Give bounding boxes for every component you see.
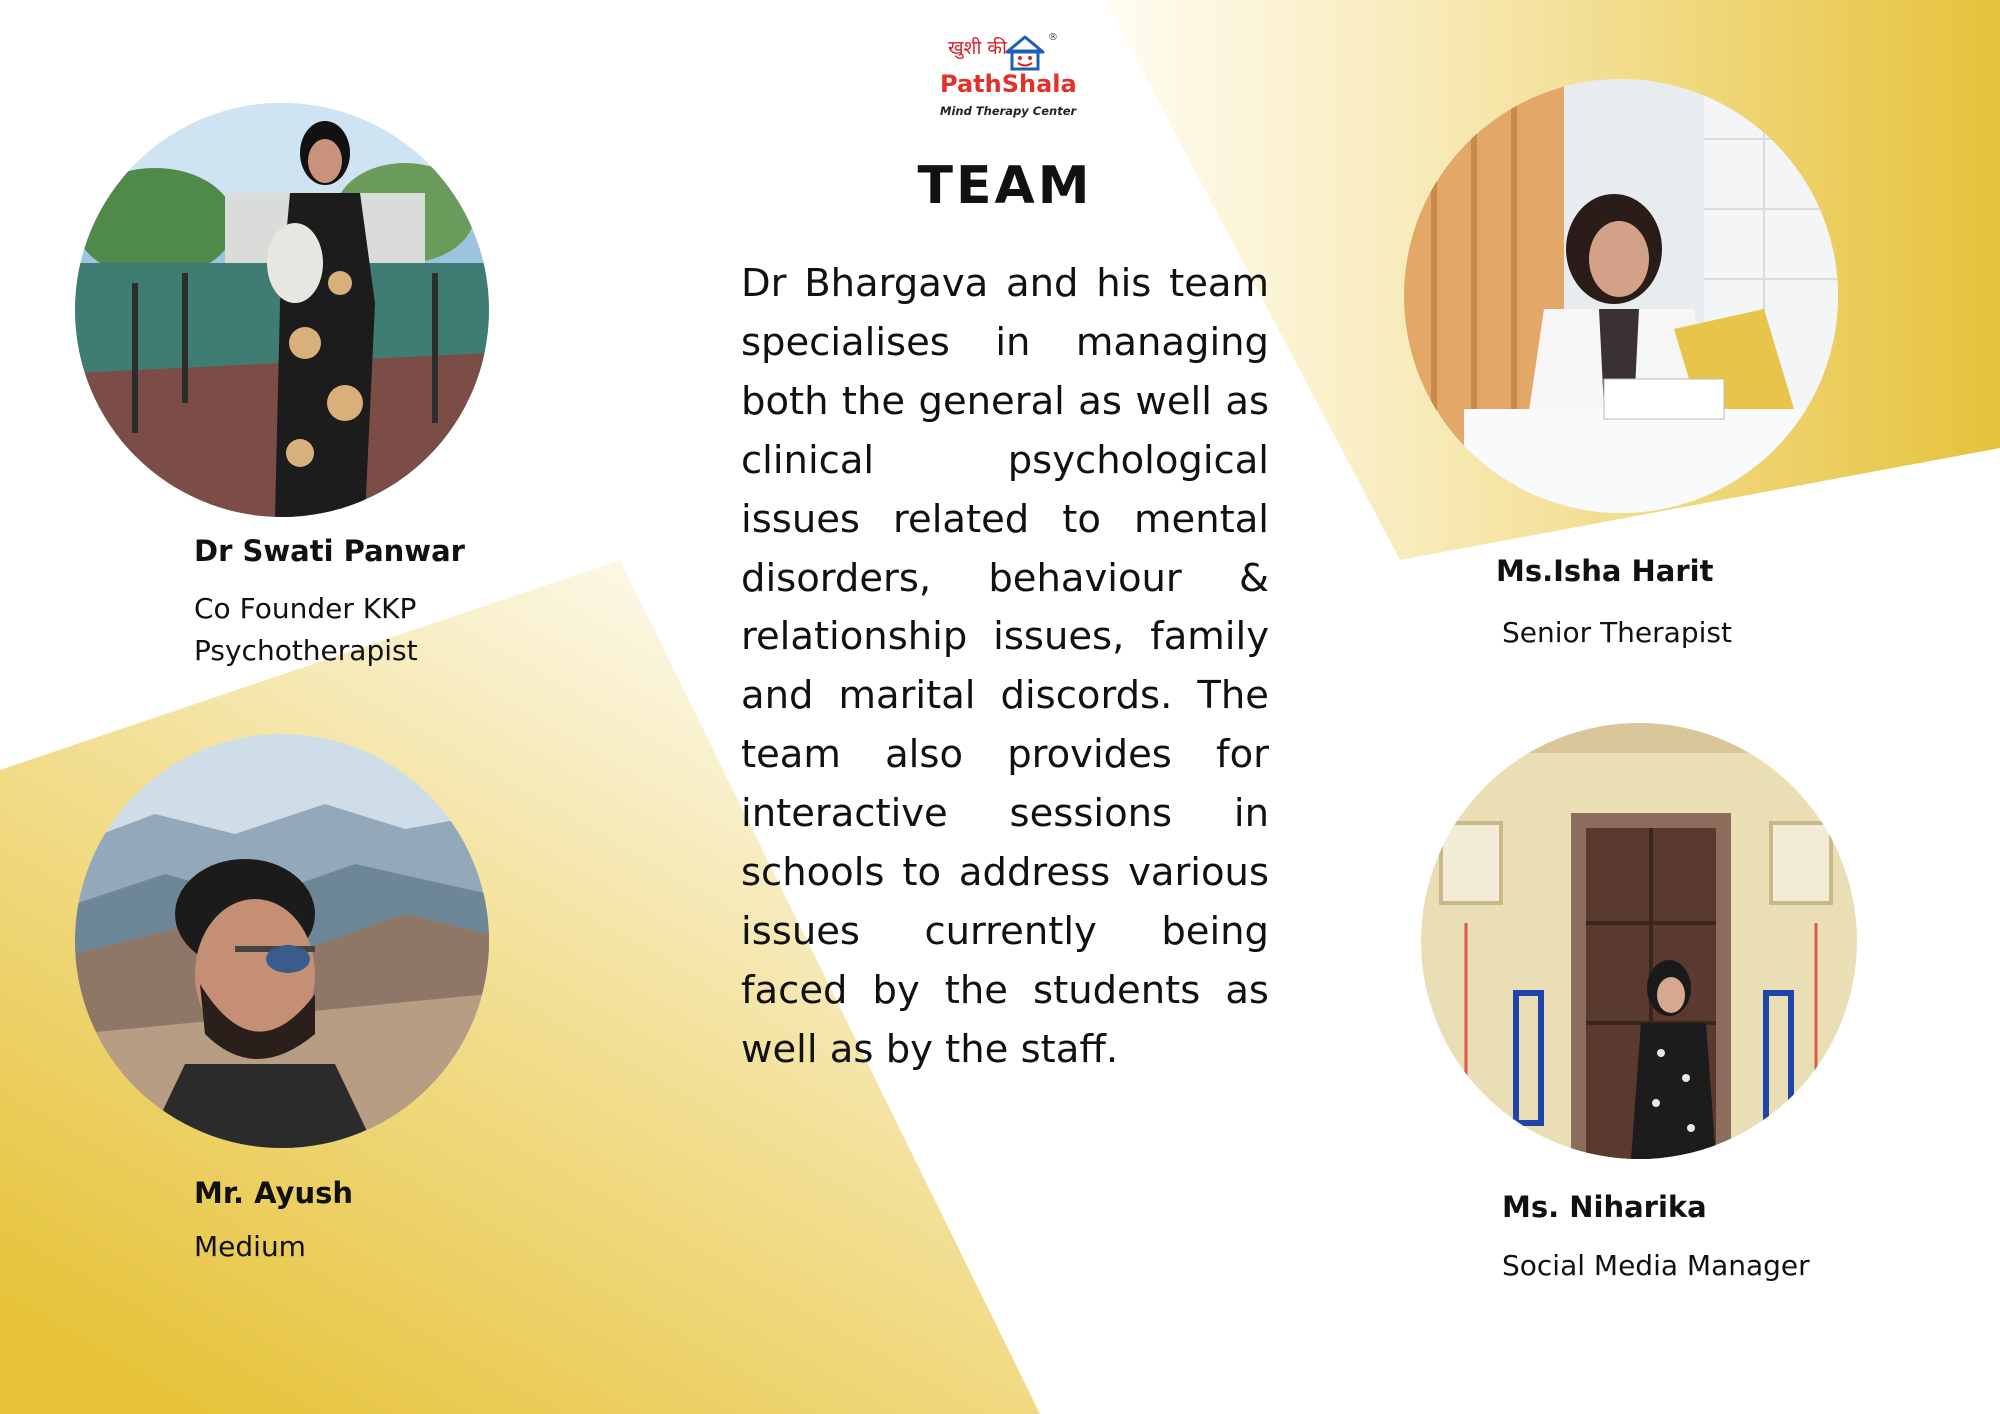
member-name-niharika: Ms. Niharika — [1502, 1190, 1707, 1224]
member-role-isha: Senior Therapist — [1502, 616, 1732, 649]
pathshala-logo — [930, 30, 1080, 126]
member-role2-swati: Psychotherapist — [194, 634, 418, 667]
member-photo-ayush — [75, 734, 489, 1148]
registered-mark: ® — [1048, 32, 1058, 43]
member-name-swati: Dr Swati Panwar — [194, 534, 465, 568]
member-photo-niharika — [1421, 723, 1857, 1159]
member-photo-isha — [1404, 79, 1838, 513]
member-name-isha: Ms.Isha Harit — [1496, 554, 1714, 588]
team-description: Dr Bhargava and his team specialises in managing both the general as well as clinical psychological issues related to mental disorders, behaviour & relationship issues, family and marital discords. The team also provides for interactive sessions in schools to address various issues currently being faced by the students as well as by the staff. — [741, 261, 1269, 1072]
member-photo-swati — [75, 103, 489, 517]
logo-brand-text: PathShala — [940, 70, 1077, 98]
member-role-ayush: Medium — [194, 1230, 306, 1263]
member-role-swati: Co Founder KKP — [194, 592, 417, 625]
logo-tagline: Mind Therapy Center — [940, 104, 1077, 118]
page-title: TEAM — [917, 156, 1093, 216]
house-smiley-icon — [1003, 34, 1047, 72]
member-name-ayush: Mr. Ayush — [194, 1176, 354, 1210]
logo-hindi-text: खुशी की — [948, 37, 1007, 59]
member-role-niharika: Social Media Manager — [1502, 1249, 1810, 1282]
